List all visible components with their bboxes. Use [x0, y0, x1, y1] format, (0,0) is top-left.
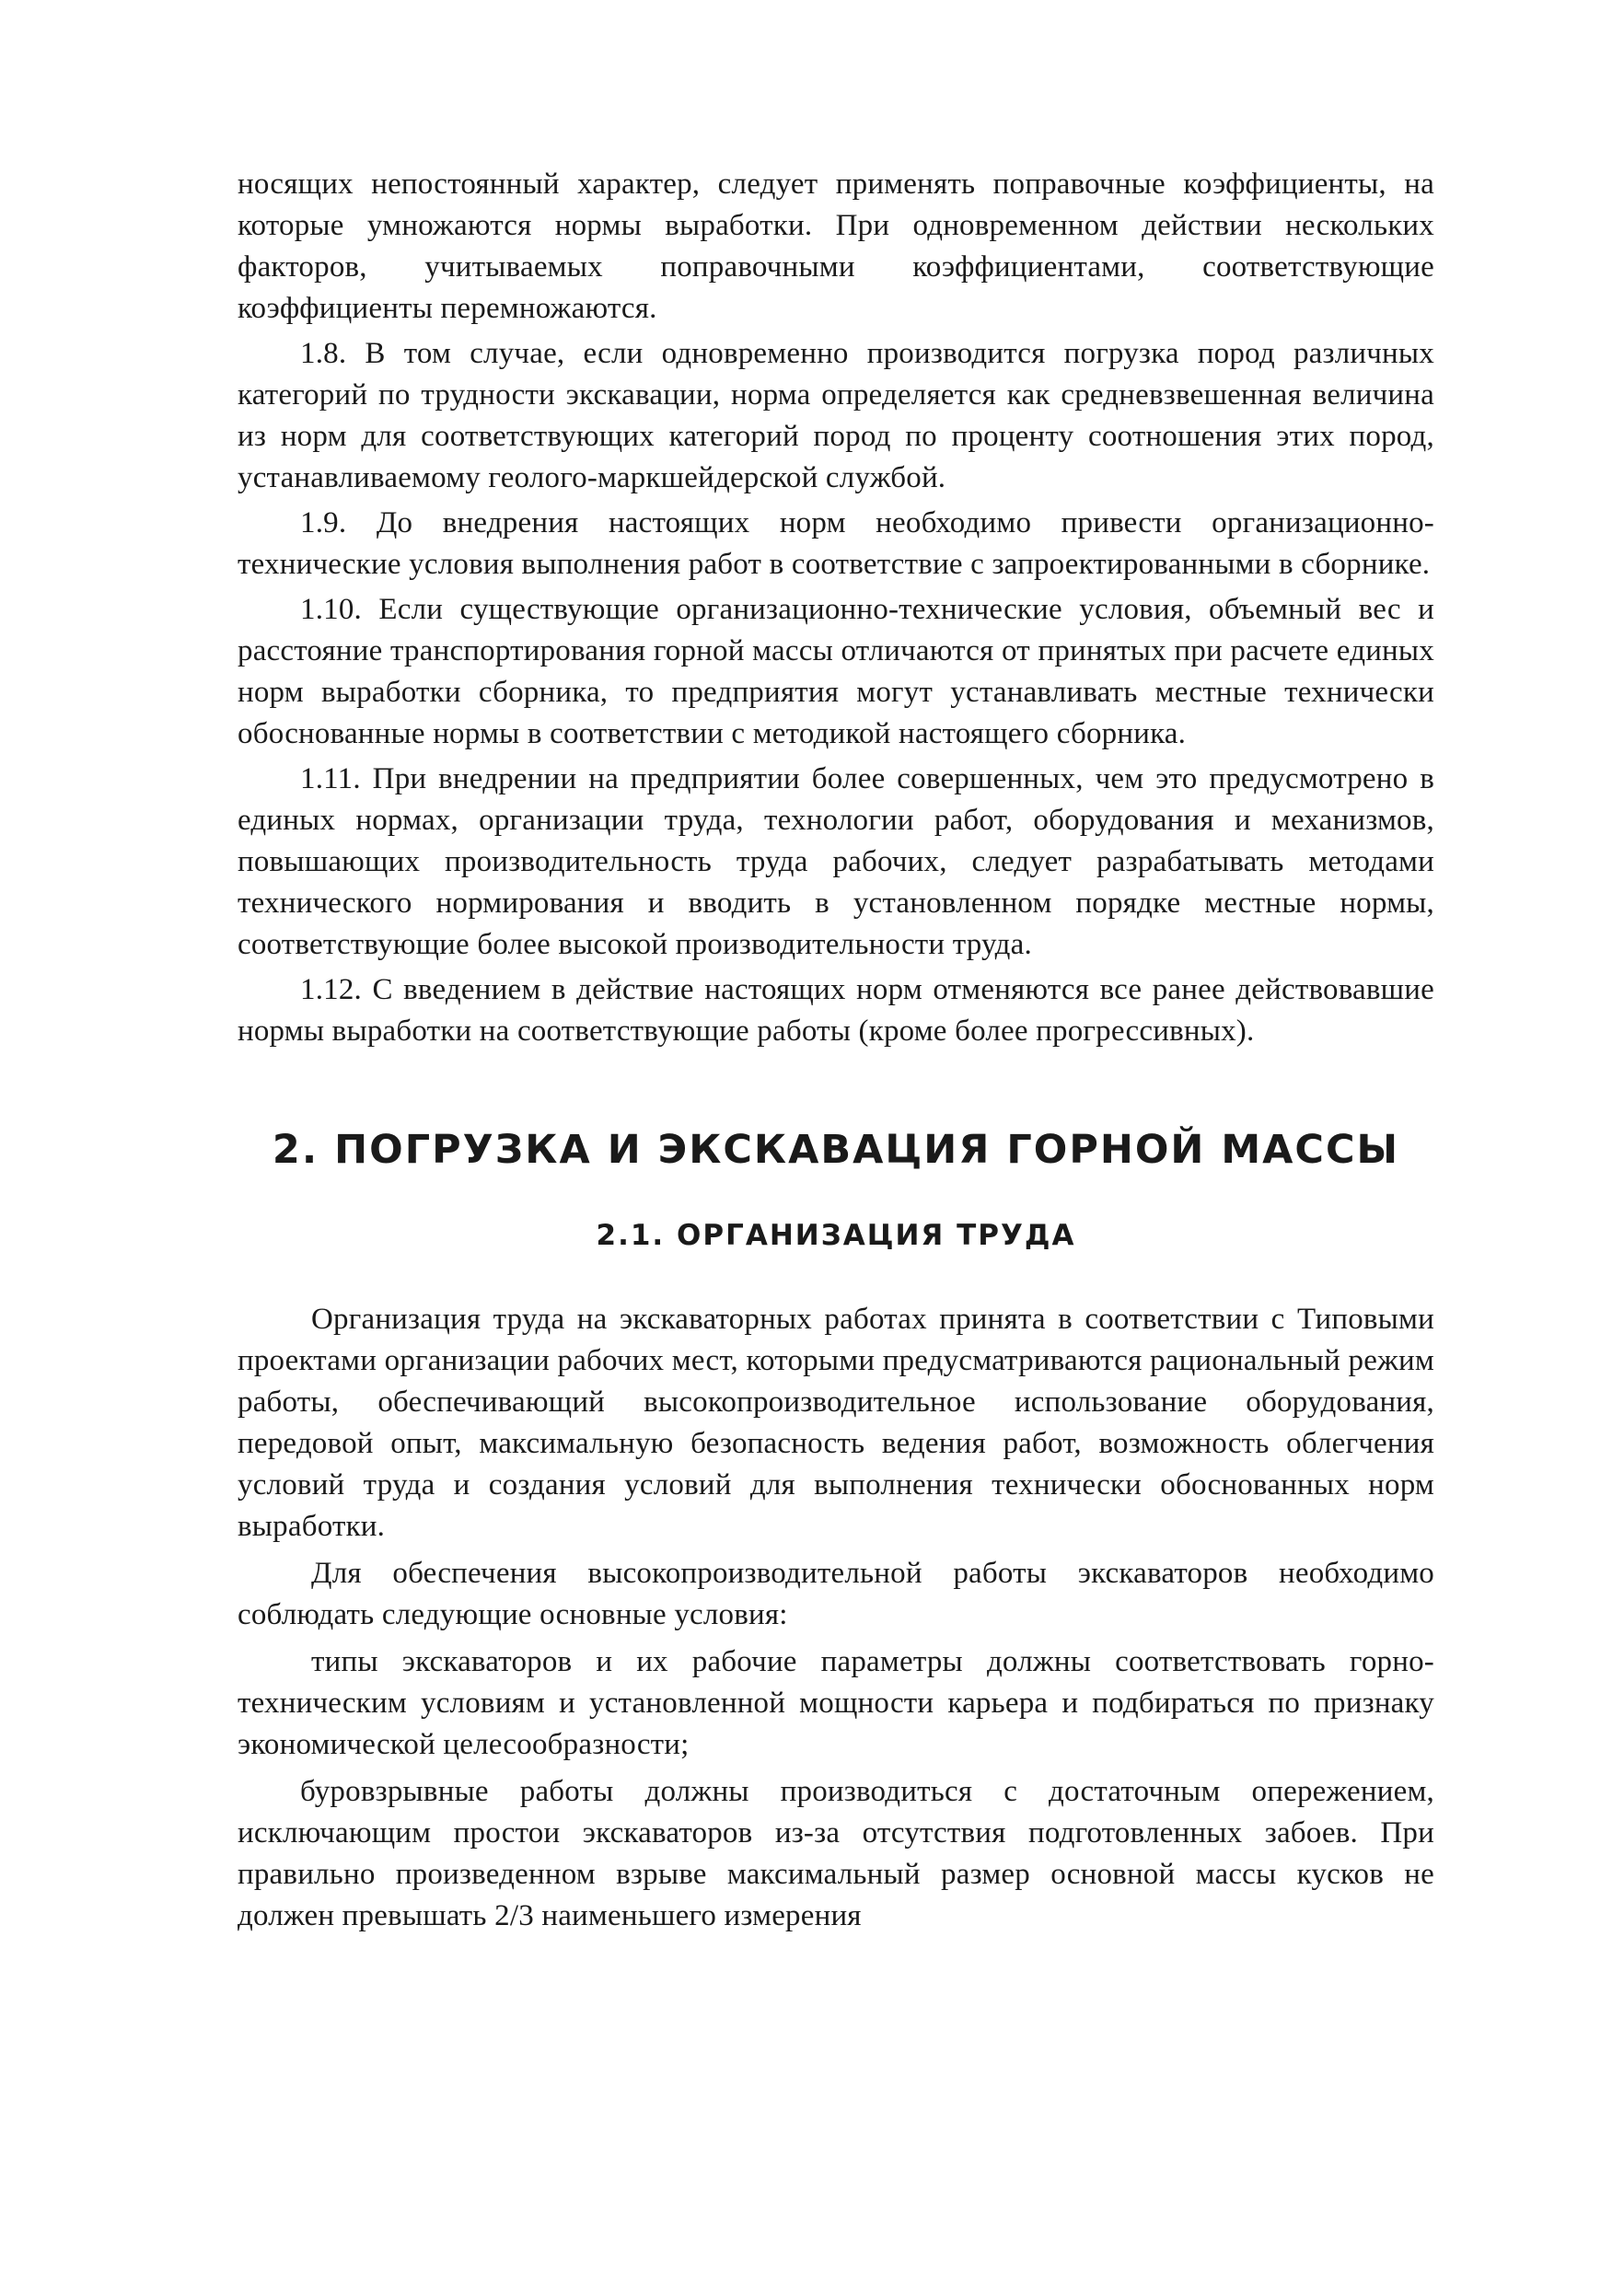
document-page	[238, 164, 1434, 1937]
paragraph-continuation: носящих непостоянный характер, следует применять поправочные коэффициенты, на которые умножаются нормы выработки. При одновременном действии нескольких факторов, учитываемых поправочными коэффициентами, соответствующие коэффициенты перемножаются.	[238, 168, 1434, 325]
paragraph-conditions-intro: Для обеспечения высокопроизводительной работы экскаваторов необходимо соблюдать следующие основные условия:	[238, 1557, 1434, 1631]
paragraph-organization: Организация труда на экскаваторных работах принята в соответствии с Типовыми проектами организации рабочих мест, которыми предусматриваются рациональный режим работы, обеспечивающий высокопроизводительное использование оборудования, передовой опыт, максимальную безопасность ведения работ, возможность облегчения условий труда и создания условий для выполнения технически обоснованных норм выработки.	[238, 1303, 1434, 1543]
paragraph-1-9: 1.9. До внедрения настоящих норм необходимо привести организационно-технические условия выполнения работ в соответствие с запроектированными в сборнике.	[238, 506, 1434, 581]
section-title: 2. ПОГРУЗКА И ЭКСКАВАЦИЯ ГОРНОЙ МАССЫ	[272, 1127, 1400, 1173]
paragraph-1-10: 1.10. Если существующие организационно-технические условия, объемный вес и расстояние транспортирования горной массы отличаются от принятых при расчете единых норм выработки сборника, то предприятия могут устанавливать местные технически обоснованные нормы в соответствии с методикой настоящего сборника.	[238, 593, 1434, 750]
paragraph-excavator-types: типы экскаваторов и их рабочие параметры должны соответствовать горно-техническим условиям и установленной мощности карьера и подбираться по признаку экономической целесообразности;	[238, 1645, 1434, 1761]
subsection-title: 2.1. ОРГАНИЗАЦИЯ ТРУДА	[596, 1219, 1076, 1252]
paragraph-1-8: 1.8. В том случае, если одновременно производится погрузка пород различных категорий по трудности экскавации, норма определяется как средневзвешенная величина из норм для соответствующих категорий пород по проценту соотношения этих пород, устанавливаемому геолого-маркшейдерской службой.	[238, 337, 1434, 494]
paragraph-1-11: 1.11. При внедрении на предприятии более совершенных, чем это предусмотрено в единых нормах, организации труда, технологии работ, оборудования и механизмов, повышающих производительность труда рабочих, следует разрабатывать методами технического нормирования и вводить в установленном порядке местные нормы, соответствующие более высокой производительности труда.	[238, 762, 1434, 961]
paragraph-drilling-blasting: буровзрывные работы должны производиться с достаточным опережением, исключающим простои экскаваторов из-за отсутствия подготовленных забоев. При правильно произведенном взрыве максимальный размер основной массы кусков не должен превышать 2/3 наименьшего измерения	[238, 1775, 1434, 1932]
paragraph-1-12: 1.12. С введением в действие настоящих норм отменяются все ранее действовавшие нормы выработки на соответствующие работы (кроме более прогрессивных).	[238, 973, 1434, 1048]
